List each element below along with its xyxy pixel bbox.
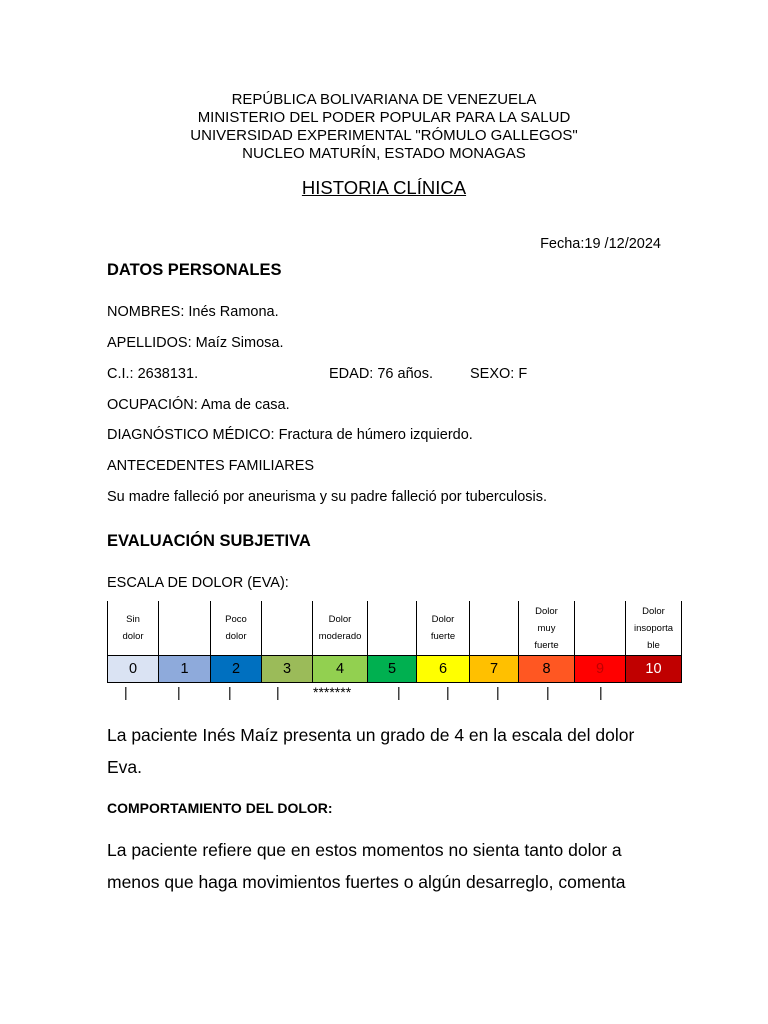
header-republic: REPÚBLICA BOLIVARIANA DE VENEZUELA	[231, 91, 537, 108]
scale-tick-mark: |	[496, 684, 500, 700]
pain-scale-label-8: Dolor muy fuerte	[519, 601, 575, 656]
ocupacion-field: OCUPACIÓN: Ama de casa.	[107, 397, 290, 413]
pain-scale-label-6: Dolor fuerte	[417, 601, 470, 656]
ci-field: C.I.: 2638131.	[107, 366, 199, 382]
pain-scale-label-10: Dolor insoporta ble	[626, 601, 682, 656]
header-nucleo: NUCLEO MATURÍN, ESTADO MONAGAS	[242, 145, 526, 162]
pain-scale-value-3: 3	[262, 656, 313, 683]
pain-scale-table	[107, 601, 682, 683]
scale-tick-mark: |	[124, 684, 128, 700]
scale-tick-mark: |	[177, 684, 181, 700]
pain-level-marker: *******	[313, 684, 352, 700]
pain-scale-label-7	[470, 601, 519, 656]
pain-scale-value-2: 2	[211, 656, 262, 683]
pain-scale-number-row	[108, 656, 682, 683]
pain-scale-value-9: 9	[575, 656, 626, 683]
scale-tick-mark: |	[228, 684, 232, 700]
edad-field: EDAD: 76 años.	[329, 366, 433, 382]
header-university: UNIVERSIDAD EXPERIMENTAL "RÓMULO GALLEGOS"	[190, 127, 578, 144]
pain-scale-label-0: Sin dolor	[108, 601, 159, 656]
pain-scale-value-10: 10	[626, 656, 682, 683]
pain-scale-value-8: 8	[519, 656, 575, 683]
diagnostico-field: DIAGNÓSTICO MÉDICO: Fractura de húmero izquierdo.	[107, 427, 473, 443]
antecedentes-text: Su madre falleció por aneurisma y su padre falleció por tuberculosis.	[107, 489, 548, 505]
pain-scale-label-3	[262, 601, 313, 656]
pain-scale-value-7: 7	[470, 656, 519, 683]
pain-scale-label-row	[108, 601, 682, 656]
pain-scale-value-6: 6	[417, 656, 470, 683]
scale-tick-mark: |	[546, 684, 550, 700]
pain-scale-label-5	[368, 601, 417, 656]
antecedentes-heading: ANTECEDENTES FAMILIARES	[107, 458, 315, 474]
scale-tick-mark: |	[599, 684, 603, 700]
scale-tick-mark: |	[446, 684, 450, 700]
header-ministry: MINISTERIO DEL PODER POPULAR PARA LA SALUD	[197, 109, 571, 126]
pain-scale-value-1: 1	[159, 656, 211, 683]
comportamiento-heading: COMPORTAMIENTO DEL DOLOR:	[107, 800, 333, 816]
pain-scale-value-5: 5	[368, 656, 417, 683]
pain-scale-label-1	[159, 601, 211, 656]
scale-tick-mark: |	[397, 684, 401, 700]
fecha: Fecha:19 /12/2024	[540, 236, 661, 252]
document-title: HISTORIA CLÍNICA	[301, 177, 467, 198]
result-line-1: La paciente Inés Maíz presenta un grado de 4 en la escala del dolor	[107, 725, 635, 745]
comportamiento-line-1: La paciente refiere que en estos momentos no sienta tanto dolor a	[107, 840, 622, 860]
sexo-field: SEXO: F	[470, 366, 528, 382]
pain-scale-markers	[0, 684, 768, 706]
result-line-2: Eva.	[107, 757, 143, 777]
pain-scale-label-9	[575, 601, 626, 656]
scale-tick-mark: |	[276, 684, 280, 700]
nombres-field: NOMBRES: Inés Ramona.	[107, 304, 279, 320]
pain-scale-value-4: 4	[313, 656, 368, 683]
pain-scale-value-0: 0	[108, 656, 159, 683]
escala-label: ESCALA DE DOLOR (EVA):	[107, 575, 289, 591]
evaluacion-heading: EVALUACIÓN SUBJETIVA	[107, 532, 311, 550]
comportamiento-line-2: menos que haga movimientos fuertes o algún desarreglo, comenta	[107, 872, 626, 892]
apellidos-field: APELLIDOS: Maíz Simosa.	[107, 335, 284, 351]
datos-personales-heading: DATOS PERSONALES	[107, 261, 282, 279]
pain-scale-label-4: Dolor moderado	[313, 601, 368, 656]
pain-scale-label-2: Poco dolor	[211, 601, 262, 656]
